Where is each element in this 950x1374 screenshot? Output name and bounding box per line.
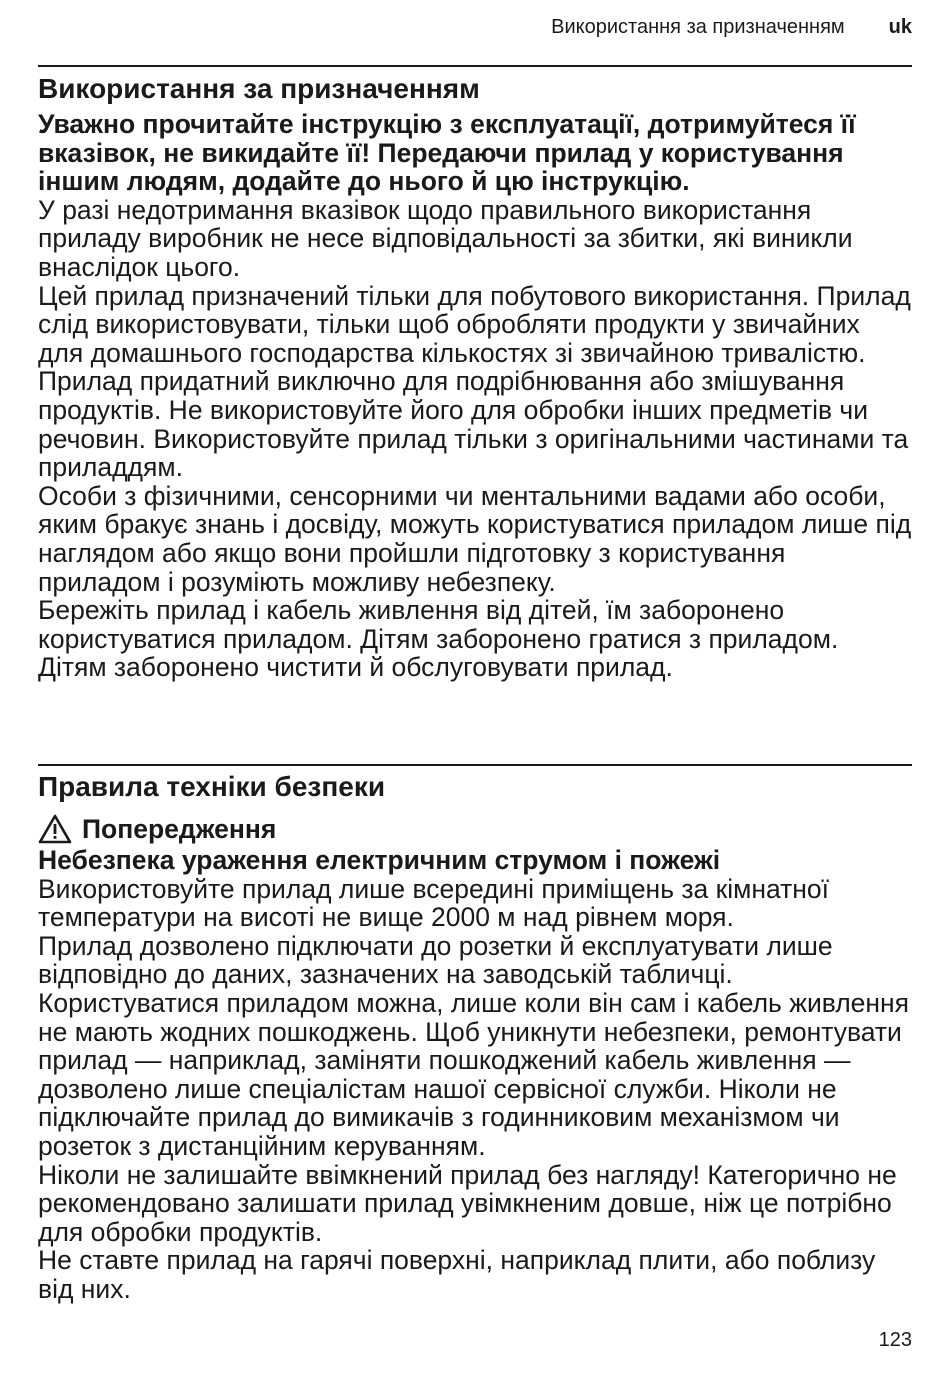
section-divider-1: [38, 65, 912, 67]
page-number: 123: [878, 1329, 912, 1351]
hazard-title: Небезпека ураження електричним струмом і пожежі: [38, 845, 721, 875]
document-page: [38, 0, 912, 1374]
running-header: [551, 14, 912, 40]
section-divider-2: [38, 764, 912, 766]
warning-triangle-icon: [38, 814, 72, 844]
body-paragraph: Цей прилад призначений тільки для побутового використання. Прилад слід використовувати, тільки щоб обробляти продукти у звичайних для домашнього господарства кількостях зі звичайною тривалістю.: [38, 280, 911, 368]
running-header-title: Використання за призначенням: [551, 16, 845, 38]
section-safety: [38, 770, 912, 1304]
language-code: uk: [888, 16, 912, 38]
body-paragraph: Прилад придатний виключно для подрібнювання або змішування продуктів. Не використовуйте його для обробки інших предметів чи речовин. Використовуйте прилад тільки з оригінальними частинами та приладдям.: [38, 366, 909, 483]
section-intended-use: [38, 72, 912, 682]
body-paragraph: Прилад дозволено підключати до розетки й експлуатувати лише відповідно до даних, зазначених на заводській табличці. Користуватися приладом можна, лише коли він сам і кабель живлення не мають жодних пошкоджень. Щоб уникнути небезпеки, ремонтувати прилад — наприклад, заміняти пошкоджений кабель живлення — дозволено лише спеціалістам нашої сервісної служби. Ніколи не підключайте прилад до вимикачів з годинниковим механізмом чи розеток з дистанційним керуванням.: [38, 930, 910, 1161]
warning-label: Попередження: [82, 813, 277, 844]
body-paragraph: У разі недотримання вказівок щодо правильного використання приладу виробник не несе відповідальності за збитки, які виникли внаслідок цього.: [38, 194, 853, 282]
warning-header: [38, 814, 912, 844]
body-paragraph: Не ставте прилад на гарячі поверхні, наприклад плити, або поблизу від них.: [38, 1245, 876, 1304]
body-paragraph: Використовуйте прилад лише всередині приміщень за кімнатної температури на висоті не вище 2000 м над рівнем моря.: [38, 873, 829, 933]
body-paragraph: Ніколи не залишайте ввімкнений прилад без нагляду! Категорично не рекомендовано залишати прилад увімкненим довше, ніж це потрібно для обробки продуктів.: [38, 1159, 897, 1247]
lead-paragraph: Уважно прочитайте інструкцію з експлуатації, дотримуйтеся її вказівок, не викидайте її! Передаючи прилад у користування іншим людям, додайте до нього й цю інструкцію.: [38, 109, 856, 197]
section-heading-intended-use: Використання за призначенням: [38, 73, 480, 104]
body-paragraph: Особи з фізичними, сенсорними чи ментальними вадами або особи, яким бракує знань і досвіду, можуть користуватися приладом лише під наглядом або якщо вони пройшли підготовку з користування приладом і розуміють можливу небезпеку.: [38, 480, 912, 597]
body-paragraph: Бережіть прилад і кабель живлення від дітей, їм заборонено користуватися приладом. Дітям заборонено гратися з приладом. Дітям заборонено чистити й обслуговувати прилад.: [38, 595, 839, 683]
section-heading-safety: Правила техніки безпеки: [38, 771, 386, 802]
